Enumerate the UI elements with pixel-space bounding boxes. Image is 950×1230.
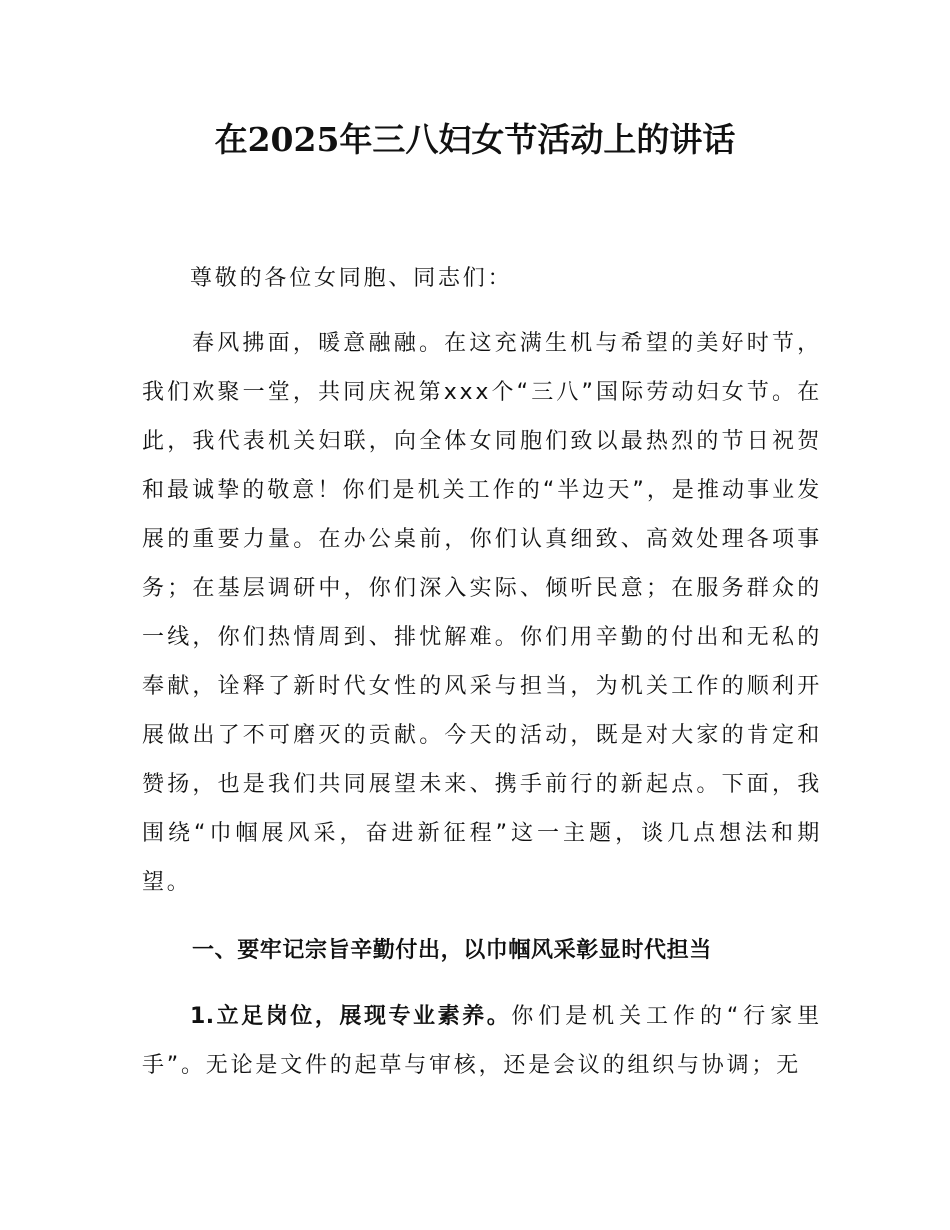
salutation: 尊敬的各位女同胞、同志们： [190, 266, 513, 291]
point-1-text: 你们是机关工作的“行家里手”。无论是文件的起草与审核，还是会议的组织与协调；无 [142, 1004, 822, 1078]
paragraph-opening: 春风拂面，暖意融融。在这充满生机与希望的美好时节，我们欢聚一堂，共同庆祝第xxx个“三八”国际劳动妇女节。在此，我代表机关妇联，向全体女同胞们致以最热烈的节日祝贺和最诚挚的敬意！你们是机关工作的“半边天”，是推动事业发展的重要力量。在办公桌前，你们认真细致、高效处理各项事务；在基层调研中，你们深入实际、倾听民意；在服务群众的一线，你们热情周到、排忧解难。你们用辛勤的付出和无私的奉献，诠释了新时代女性的风采与担当，为机关工作的顺利开展做出了不可磨灭的贡献。今天的活动，既是对大家的肯定和赞扬，也是我们共同展望未来、携手前行的新起点。下面，我围绕“巾帼展风采，奋进新征程”这一主题，谈几点想法和期望。 [142, 331, 822, 895]
point-1-lead: 1.立足岗位，展现专业素养。 [190, 1004, 512, 1029]
paragraph-point-1 [142, 992, 822, 1090]
document-title: 在2025年三八妇女节活动上的讲话 [214, 120, 736, 159]
section-heading-1: 一、要牢记宗旨辛勤付出，以巾帼风采彰显时代担当 [192, 938, 712, 963]
